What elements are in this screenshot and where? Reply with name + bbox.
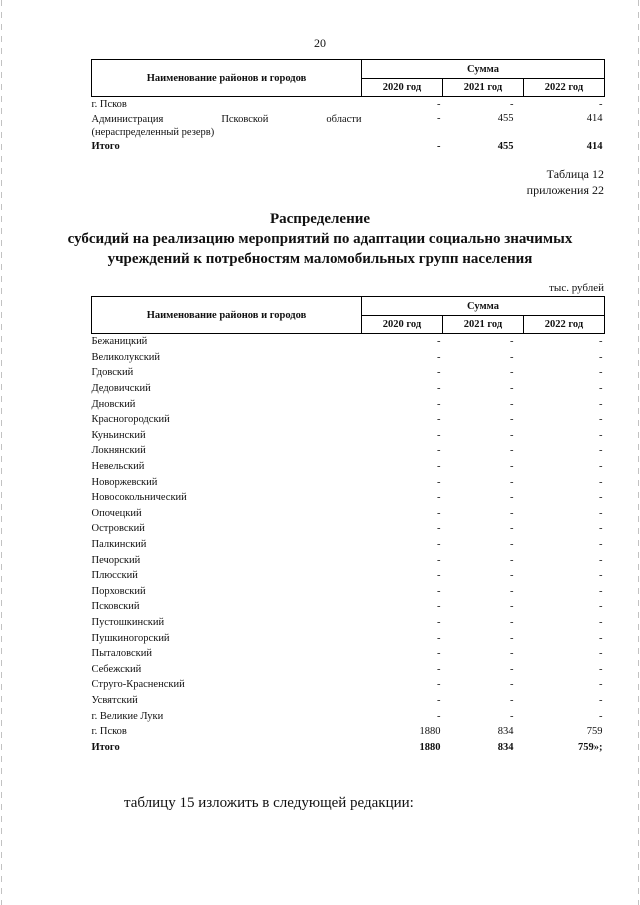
cell-2021: - (510, 601, 514, 613)
row-name: Островский (91, 523, 145, 535)
cell-2020: - (437, 616, 441, 628)
cell-2021: - (510, 383, 514, 395)
cell-2022: - (599, 367, 603, 379)
row-name: Опочецкий (91, 507, 142, 519)
table-row (92, 396, 605, 412)
row-name: Новоржевский (91, 476, 158, 488)
admin-word2: Псковской (221, 113, 269, 125)
row-name: Печорский (91, 554, 141, 566)
cell-2020: - (437, 112, 441, 124)
row-name: Итого (91, 140, 120, 152)
cell-2020: 1880 (419, 741, 441, 753)
cell-2020: - (437, 398, 441, 410)
table-row (92, 537, 605, 553)
cell-2022: 759 (586, 726, 603, 738)
row-name-admin (92, 113, 362, 139)
cell-2021: - (510, 663, 514, 675)
column-header-year: 2020 год (362, 79, 443, 97)
table-row (92, 412, 605, 428)
cell-2021: - (510, 367, 514, 379)
admin-word3: области (326, 113, 362, 125)
table-continuation (91, 59, 605, 154)
cell-2022: - (599, 694, 603, 706)
column-header-year: 2020 год (362, 316, 443, 334)
row-name: Дновский (91, 398, 136, 410)
row-name: Плюсский (91, 570, 138, 582)
cell-2022: - (599, 507, 603, 519)
cell-2022: 759»; (578, 741, 603, 753)
cell-2021: 834 (497, 741, 514, 753)
table-row (92, 677, 605, 693)
cell-2022: - (599, 554, 603, 566)
table-row (92, 334, 605, 350)
table-row-total (92, 139, 605, 155)
table-row (92, 584, 605, 600)
cell-2020: - (437, 336, 441, 348)
row-name: Локнянский (91, 445, 146, 457)
table-row (92, 365, 605, 381)
cell-2022: - (599, 398, 603, 410)
row-name: г. Псков (91, 99, 127, 111)
table-caption: Таблица 12 (546, 167, 604, 181)
table-row (92, 474, 605, 490)
column-header-sum: Сумма (362, 60, 605, 79)
cell-2020: - (437, 351, 441, 363)
row-name: Псковский (91, 601, 140, 613)
table-distribution (91, 296, 605, 755)
column-header-year: 2022 год (524, 79, 605, 97)
column-header-year: 2022 год (524, 316, 605, 334)
table-row (92, 646, 605, 662)
row-name: г. Великие Луки (91, 710, 164, 722)
cell-2021: 455 (497, 140, 514, 152)
page-subtitle-line1: субсидий на реализацию мероприятий по адаптации социально значимых (67, 231, 573, 247)
cell-2021: - (510, 554, 514, 566)
cell-2021: - (510, 336, 514, 348)
cell-2022: - (599, 679, 603, 691)
cell-2022: - (599, 492, 603, 504)
column-header-year: 2021 год (443, 79, 524, 97)
table-row (92, 506, 605, 522)
cell-2022: - (599, 351, 603, 363)
row-name: Пустошкинский (91, 616, 165, 628)
table-row (92, 350, 605, 366)
column-header-sum: Сумма (362, 297, 605, 316)
admin-word1: Администрация (91, 113, 164, 125)
cell-2021: - (510, 570, 514, 582)
cell-2022: - (599, 710, 603, 722)
row-name: Пыталовский (91, 648, 152, 660)
page-title: Распределение (269, 211, 371, 227)
cell-2021: - (510, 476, 514, 488)
cell-2021: - (510, 445, 514, 457)
cell-2021: - (510, 492, 514, 504)
cell-2021: - (510, 398, 514, 410)
table-row (92, 708, 605, 724)
cell-2022: - (599, 601, 603, 613)
table-row (92, 661, 605, 677)
column-header-year: 2021 год (443, 316, 524, 334)
cell-2020: - (437, 476, 441, 488)
row-name: Палкинский (91, 539, 147, 551)
row-name: Куньинский (91, 429, 146, 441)
cell-2022: - (599, 99, 603, 111)
table-row (92, 459, 605, 475)
row-name: Порховский (91, 585, 146, 597)
table-row (92, 443, 605, 459)
scan-edge-right (638, 0, 639, 905)
cell-2020: - (437, 507, 441, 519)
cell-2020: - (437, 570, 441, 582)
cell-2020: - (437, 445, 441, 457)
cell-2022: - (599, 414, 603, 426)
cell-2020: - (437, 461, 441, 473)
cell-2020: - (437, 367, 441, 379)
cell-2022: - (599, 539, 603, 551)
column-header-name: Наименование районов и городов (92, 60, 362, 97)
cell-2022: 414 (586, 140, 603, 152)
cell-2020: - (437, 140, 441, 152)
cell-2021: - (510, 694, 514, 706)
cell-2020: - (437, 99, 441, 111)
table-row (92, 630, 605, 646)
cell-2022: - (599, 648, 603, 660)
appendix-caption: приложения 22 (526, 183, 604, 197)
table-row (92, 693, 605, 709)
table-row (92, 615, 605, 631)
cell-2021: - (510, 585, 514, 597)
cell-2020: - (437, 492, 441, 504)
cell-2020: - (437, 414, 441, 426)
cell-2021: - (510, 99, 514, 111)
table-row (92, 113, 605, 139)
cell-2022: - (599, 336, 603, 348)
row-name: Невельский (91, 461, 145, 473)
cell-2020: - (437, 694, 441, 706)
cell-2020: - (437, 523, 441, 535)
cell-2021: - (510, 648, 514, 660)
cell-2022: - (599, 616, 603, 628)
table-row (92, 97, 605, 113)
row-name: Струго-Красненский (91, 679, 185, 691)
row-name: Себежский (91, 663, 142, 675)
table-row (92, 428, 605, 444)
cell-2020: - (437, 648, 441, 660)
table-row (92, 599, 605, 615)
cell-2022: - (599, 445, 603, 457)
table-row-total (92, 739, 605, 755)
row-name: Итого (91, 741, 120, 753)
row-name: Усвятский (91, 694, 138, 706)
cell-2020: - (437, 710, 441, 722)
cell-2021: - (510, 461, 514, 473)
cell-2020: - (437, 585, 441, 597)
cell-2020: - (437, 679, 441, 691)
cell-2020: - (437, 632, 441, 644)
row-name: Бежаницкий (91, 336, 148, 348)
cell-2020: - (437, 554, 441, 566)
row-name: г. Псков (91, 726, 127, 738)
table-row (92, 381, 605, 397)
row-name: Новосокольнический (91, 492, 187, 504)
cell-2022: - (599, 476, 603, 488)
cell-2021: 834 (497, 726, 514, 738)
cell-2021: - (510, 616, 514, 628)
cell-2020: - (437, 383, 441, 395)
cell-2022: - (599, 461, 603, 473)
cell-2021: - (510, 679, 514, 691)
cell-2021: - (510, 507, 514, 519)
page-number: 20 (314, 36, 326, 50)
row-name: Дедовичский (91, 383, 151, 395)
cell-2021: - (510, 632, 514, 644)
cell-2020: 1880 (419, 726, 441, 738)
row-name: Великолукский (91, 351, 161, 363)
scan-edge-left (1, 0, 2, 905)
cell-2022: - (599, 632, 603, 644)
row-name: Гдовский (91, 367, 134, 379)
cell-2020: - (437, 601, 441, 613)
admin-line2: (нераспределенный резерв) (91, 126, 215, 138)
cell-2020: - (437, 539, 441, 551)
cell-2022: - (599, 663, 603, 675)
table-row (92, 521, 605, 537)
cell-2021: 455 (497, 112, 514, 124)
column-header-name: Наименование районов и городов (92, 297, 362, 334)
table-row (92, 568, 605, 584)
table-row (92, 552, 605, 568)
cell-2022: - (599, 383, 603, 395)
page-subtitle-line2: учреждений к потребностям маломобильных групп населения (107, 251, 533, 267)
cell-2020: - (437, 429, 441, 441)
cell-2021: - (510, 710, 514, 722)
cell-2022: - (599, 585, 603, 597)
cell-2022: - (599, 523, 603, 535)
row-name: Красногородский (91, 414, 170, 426)
closing-text: таблицу 15 изложить в следующей редакции: (124, 795, 414, 811)
cell-2021: - (510, 429, 514, 441)
cell-2021: - (510, 351, 514, 363)
cell-2022: 414 (586, 112, 603, 124)
table-row (92, 490, 605, 506)
unit-label: тыс. рублей (549, 282, 604, 294)
cell-2021: - (510, 523, 514, 535)
cell-2022: - (599, 429, 603, 441)
cell-2021: - (510, 539, 514, 551)
cell-2020: - (437, 663, 441, 675)
cell-2022: - (599, 570, 603, 582)
row-name: Пушкиногорский (91, 632, 170, 644)
table-row (92, 724, 605, 740)
cell-2021: - (510, 414, 514, 426)
